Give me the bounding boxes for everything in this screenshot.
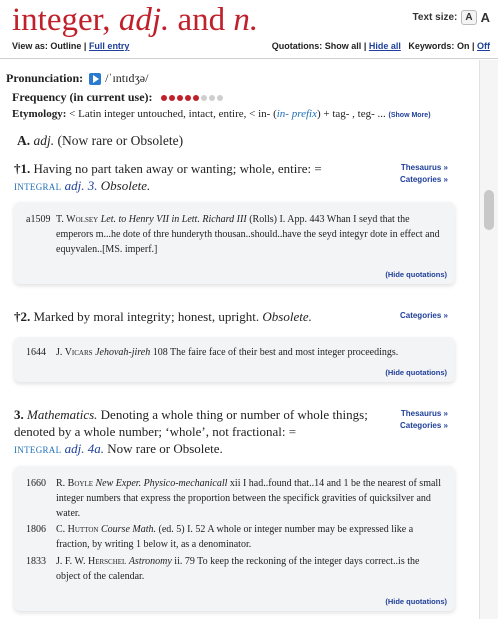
quotation-work: Astronomy: [128, 556, 172, 567]
quotation-date: 1833: [26, 556, 46, 567]
quotation-work: Course Math.: [100, 524, 156, 535]
entry-title: [12, 2, 258, 39]
sense-3-xref-pos[interactable]: adj. 4a.: [64, 441, 105, 456]
quotation-date: 1644: [26, 347, 46, 358]
quotation-row: [26, 212, 446, 257]
text-size-control: [413, 10, 490, 25]
sense-3-label: Mathematics.: [27, 407, 98, 422]
quotation-row: [26, 476, 446, 521]
quotation-row: [26, 522, 446, 552]
frequency-dot: [161, 95, 167, 101]
section-pos: adj.: [33, 133, 55, 148]
etymology-text-2: ) + tag- , teg- ...: [316, 108, 386, 120]
quotation-body: xii I had..found that..14 and 1 be the nearest of small integer numbers that express the proportion between the specifick gravities of quicksilver and water.: [56, 478, 441, 519]
text-size-large-button[interactable]: A: [480, 10, 490, 25]
quotations-show-all[interactable]: Show all: [324, 41, 362, 51]
quotation-work: New Exper. Physico-mechanicall: [95, 478, 228, 489]
quotation-text: [56, 476, 446, 521]
entry-header: [0, 0, 498, 59]
quotations-bar: [272, 41, 490, 51]
sense-1: [14, 160, 344, 196]
scrollbar-thumb[interactable]: [484, 190, 494, 230]
sense-2: [14, 308, 374, 325]
sense-1-quotations: [14, 202, 455, 284]
and-word: and: [177, 2, 226, 38]
quotation-author: R. Boyle: [56, 478, 94, 489]
sense-3-quotations: [14, 466, 455, 611]
text-size-label: Text size:: [412, 12, 458, 23]
sense-2-number: †2.: [14, 309, 31, 324]
sense-2-definition: Marked by moral integrity; honest, upright.: [33, 309, 260, 324]
sense-3-xref[interactable]: INTEGRAL: [14, 445, 62, 455]
quotation-text: [56, 345, 398, 360]
section-a-heading: [17, 133, 183, 149]
frequency-dots: [161, 95, 223, 101]
sense-3: [14, 406, 372, 459]
view-as-separator: |: [83, 41, 87, 51]
hide-quotations-link[interactable]: (Hide quotations): [385, 368, 447, 377]
quotations-label: Quotations:: [271, 41, 323, 51]
frequency-dot: [185, 95, 191, 101]
sense-1-definition: Having no part taken away or wanting; whole, entire: =: [33, 161, 322, 176]
sense-1-status: Obsolete.: [100, 178, 151, 193]
sense-1-number: †1.: [14, 161, 31, 176]
frequency-dot: [169, 95, 175, 101]
sense-3-definition: Denoting a whole thing or number of whole things; denoted by a whole number; ‘whole’, not fractional: =: [14, 407, 368, 439]
frequency-dot: [209, 95, 215, 101]
sense-3-status: Now rare or Obsolete.: [107, 441, 223, 456]
frequency-dot: [217, 95, 223, 101]
quotation-author: C. Hutton: [56, 524, 99, 535]
view-as-label: View as:: [12, 41, 48, 51]
quotation-author: T. Wolsey: [56, 214, 99, 225]
sense-1-categories-link[interactable]: Categories »: [399, 175, 448, 184]
quotation-date: 1806: [26, 524, 46, 535]
sense-1-thesaurus-link[interactable]: Thesaurus »: [400, 163, 448, 172]
keywords-separator: |: [471, 41, 475, 51]
etymology-text: < Latin integer untouched, intact, entire, < in- (: [69, 108, 277, 120]
quotation-body: ii. 79 To keep the reckoning of the integer days correct..is the object of the calendar.: [56, 556, 420, 582]
play-audio-icon[interactable]: [89, 73, 101, 85]
pronunciation-ipa: /ˈɪntɪdʒə/: [105, 71, 149, 85]
sense-2-quotations: [14, 337, 455, 382]
quotation-body: (Rolls) I. App. 443 Whan I seyd that the emperors m...he dote of thre hunderyth thousan..should..have the seyd integyr dote in effect and equyvalen..[MS. imperf.]: [56, 214, 440, 255]
sense-3-categories-link[interactable]: Categories »: [399, 421, 448, 430]
pos-adj: adj.: [118, 2, 170, 38]
headword: integer,: [12, 2, 111, 38]
quotation-author: J. Vicars: [56, 347, 93, 358]
frequency-dot: [177, 95, 183, 101]
frequency-row: [12, 90, 223, 105]
quotation-text: [56, 522, 446, 552]
quotations-hide-all-link[interactable]: Hide all: [368, 41, 401, 51]
quotation-body: 108 The faire face of their best and most integer proceedings.: [152, 347, 399, 358]
etymology-row: [12, 108, 431, 120]
quotation-row: [26, 345, 446, 360]
sense-2-status: Obsolete.: [262, 309, 312, 324]
pos-n: n.: [233, 2, 259, 38]
frequency-dot: [193, 95, 199, 101]
etymology-label: Etymology:: [12, 108, 67, 120]
hide-quotations-link[interactable]: (Hide quotations): [385, 270, 447, 279]
quotation-text: [56, 554, 446, 584]
sense-3-side-links: [400, 408, 448, 432]
sense-2-side-links: [400, 310, 448, 322]
quotation-work: Let. to Henry VII in Lett. Richard III: [100, 214, 247, 225]
view-outline-option[interactable]: Outline: [50, 41, 82, 51]
sense-3-number: 3.: [14, 407, 24, 422]
view-as-bar: [12, 41, 129, 51]
quotation-text: [56, 212, 446, 257]
frequency-label: Frequency (in current use):: [12, 90, 153, 104]
quotation-row: [26, 554, 446, 584]
quotation-body: (ed. 5) I. 52 A whole or integer number may be expressed like a fraction, by writing 1 below it, as a denominator.: [56, 524, 414, 550]
hide-quotations-link[interactable]: (Hide quotations): [385, 597, 447, 606]
etymology-prefix-link[interactable]: in- prefix: [276, 108, 317, 120]
keywords-off-link[interactable]: Off: [477, 41, 490, 51]
sense-2-categories-link[interactable]: Categories »: [399, 311, 448, 320]
keywords-label: Keywords:: [408, 41, 455, 51]
keywords-on[interactable]: On: [456, 41, 470, 51]
sense-1-xref-pos[interactable]: adj. 3.: [64, 178, 98, 193]
pronunciation-row: [6, 71, 148, 86]
sense-1-side-links: [400, 162, 448, 186]
sense-3-thesaurus-link[interactable]: Thesaurus »: [400, 409, 448, 418]
text-size-small-button[interactable]: A: [461, 10, 476, 25]
sense-1-xref[interactable]: INTEGRAL: [14, 182, 62, 192]
quotation-work: Jehovah-jireh: [95, 347, 151, 358]
frequency-dot: [201, 95, 207, 101]
section-note: (Now rare or Obsolete): [57, 133, 184, 148]
quotations-separator: |: [363, 41, 367, 51]
show-more-link[interactable]: (Show More): [388, 112, 431, 119]
quotation-author: J. F. W. Herschel: [56, 556, 127, 567]
pronunciation-label: Pronunciation:: [6, 71, 84, 85]
section-letter: A.: [17, 133, 31, 148]
quotation-date: a1509: [26, 214, 51, 225]
quotation-date: 1660: [26, 478, 46, 489]
view-full-entry-link[interactable]: Full entry: [88, 41, 130, 51]
scrollbar[interactable]: [479, 60, 498, 619]
